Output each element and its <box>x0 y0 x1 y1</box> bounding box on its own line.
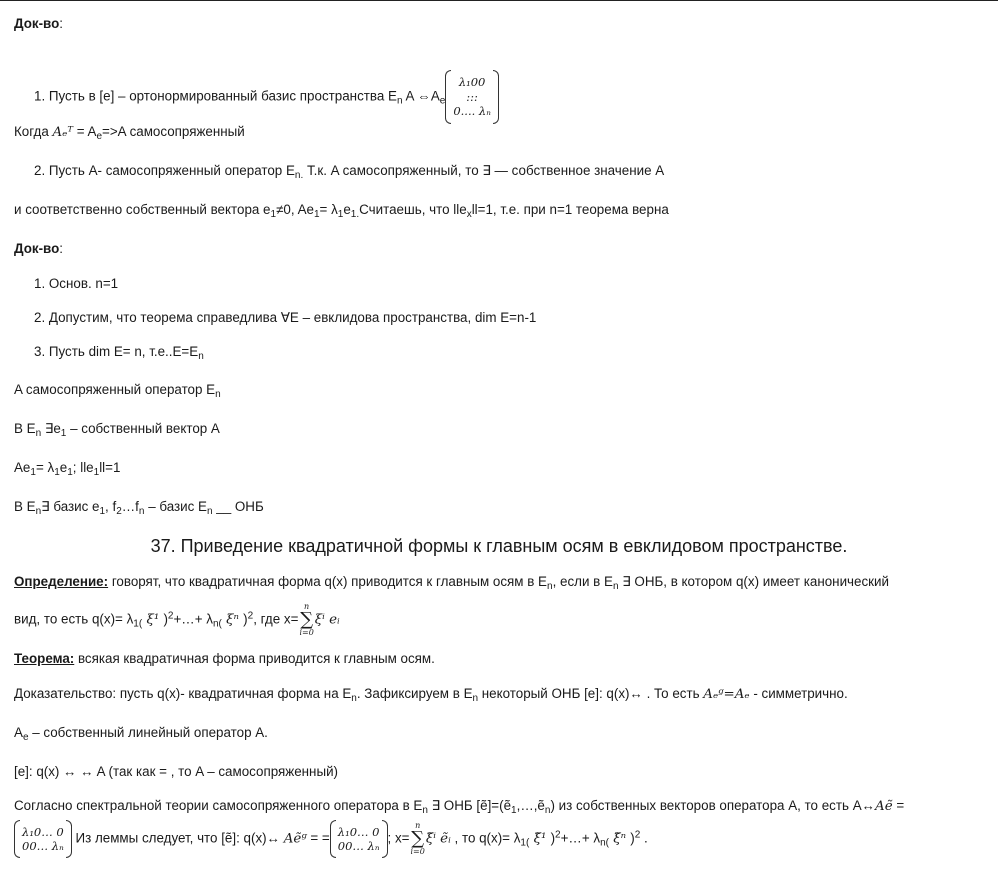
sub: 1 <box>30 467 36 478</box>
matrix-row: λ₁0… 0 <box>22 824 64 839</box>
text: = A <box>73 124 97 139</box>
proof1-when-line <box>14 124 245 140</box>
text: Считаешь, что llе <box>359 202 467 217</box>
math: Aₑᵍ=Aₑ <box>703 687 750 702</box>
sub: e <box>22 732 29 743</box>
matrix-2 <box>14 820 72 858</box>
sub: n <box>215 389 221 400</box>
text: __ ОНБ <box>212 499 264 514</box>
text: ,…,ẽ <box>516 798 545 813</box>
proof1-item1 <box>34 70 499 124</box>
text: e <box>59 460 68 475</box>
sub: 1 <box>99 506 106 517</box>
text: , где x= <box>253 611 299 627</box>
text: , то q(x)= λ <box>450 830 521 846</box>
sum-top: n <box>304 602 310 611</box>
text: ll=1 <box>99 460 121 475</box>
sub: x <box>466 209 472 220</box>
definition-line2: вид, то есть $q(x)= \lambda_{1(}$ ξ¹ )$^2$+…+ $\lambda_{n(}$ ξⁿ )$^2$, где x= n ∑ i=0 ξⁱ eᵢ <box>14 602 340 637</box>
sub: n <box>351 693 357 704</box>
text: ∃ ОНБ [ẽ]=(ẽ <box>427 798 512 813</box>
colon: : <box>59 241 64 256</box>
math: Aẽ <box>875 799 893 814</box>
text: = <box>892 798 905 813</box>
proof-line <box>14 686 848 702</box>
matrix-3 <box>330 820 388 858</box>
math: ξ̃ⁿ <box>608 831 631 847</box>
sub: n <box>35 506 42 517</box>
math: Aₑᵀ <box>52 125 73 140</box>
text: 1. Пусть в [e] – ортонормированный базис пространства E <box>34 88 397 104</box>
definition-label: Определение: <box>14 574 109 589</box>
text: ∃ ОНБ, в котором q(x) имеет канонический <box>618 574 889 589</box>
sub: 1 <box>67 467 73 478</box>
sup: 2 <box>555 829 561 841</box>
sub: 1 <box>93 467 100 478</box>
sub: 1 <box>54 467 60 478</box>
text: +…+ λ <box>173 611 213 627</box>
proof2-line3 <box>14 460 121 478</box>
matrix-1 <box>445 70 499 124</box>
sub: 1 <box>60 428 67 439</box>
proof2-heading-line <box>14 241 63 256</box>
text: вид, то есть q(x)= λ <box>14 611 134 627</box>
text: = = <box>306 830 330 846</box>
math: ξ̃¹ <box>529 831 551 847</box>
sum-bottom: i=0 <box>299 628 314 637</box>
text: – базис E <box>144 499 207 514</box>
sub: n <box>544 805 551 816</box>
sub: n <box>472 693 479 704</box>
lemma-line: λ₁0… 0 00… λₙ Из леммы следует, что [ẽ]: q(x)↔ Aẽᵍ = = λ₁0… 0 00… λₙ ; x= n ∑ i=0 ξ̃ⁱ ẽᵢ , то $q(x)= \lambda_{1(}$ ξ̃¹ )$^2$+…+ $\lambda_{n(}$ ξ̃ⁿ )$^2$ . <box>14 820 648 858</box>
sub: 1( <box>133 618 143 630</box>
sub: 1. <box>350 209 360 220</box>
matrix-row: λ₁0… 0 <box>337 824 380 839</box>
sub: n <box>396 95 403 107</box>
sum-bottom: i=0 <box>410 847 425 856</box>
sup: 2 <box>634 829 641 841</box>
sum-top: n <box>415 821 421 830</box>
e-line: [e]: q(x) ↔ ↔ A (так как = , то A – самосопряженный) <box>14 764 339 779</box>
proof1-heading: Док-во <box>14 16 60 31</box>
theorem-label: Теорема: <box>14 651 75 666</box>
sub: n <box>206 506 213 517</box>
math: ξⁿ <box>221 612 244 628</box>
text: – собственный вектор A <box>66 421 220 436</box>
top-border <box>0 0 998 1</box>
ae-line <box>14 725 268 743</box>
text: – собственный линейный оператор A. <box>28 725 268 740</box>
text: . <box>640 830 648 846</box>
sum-symbol: n ∑ i=0 <box>299 602 314 637</box>
proof2-heading: Док-во <box>14 241 60 256</box>
math: ξ̃ⁱ ẽᵢ <box>425 831 451 847</box>
proof2-item3 <box>34 344 204 362</box>
text: = λ <box>319 202 338 217</box>
text: =>A самосопряженный <box>102 124 245 139</box>
sub: n <box>612 581 619 592</box>
text: ) из собственных векторов оператора A, то есть A↔ <box>550 798 876 813</box>
sup: 2 <box>167 610 174 622</box>
text: A ⇔A <box>402 88 440 104</box>
text: = λ <box>35 460 55 475</box>
text: e <box>343 202 351 217</box>
sub: n <box>547 581 553 592</box>
sub: 1 <box>337 209 344 220</box>
text: В E <box>14 499 36 514</box>
section-title: 37. Приведение квадратичной формы к главным осям в евклидовом пространстве. <box>150 536 848 556</box>
text: 2. Пусть A- самосопряженный оператор E <box>34 163 295 178</box>
sub: n <box>138 506 145 517</box>
sup: 2 <box>247 610 254 622</box>
text: Доказательство: пусть q(x)- квадратичная форма на E <box>14 686 352 701</box>
sub: 1 <box>313 209 320 220</box>
text: и соответственно собственный вектора e <box>14 202 271 217</box>
text: некоторый ОНБ [e]: q(x)↔ . То есть <box>478 686 704 701</box>
sub: 1( <box>520 837 530 849</box>
sub: n. <box>294 170 304 181</box>
text: - симметрично. <box>749 686 848 701</box>
text: ; llе <box>72 460 94 475</box>
text: ; x= <box>387 830 410 846</box>
matrix-row: 0.... λₙ <box>453 104 491 119</box>
text: всякая квадратичная форма приводится к главным осям. <box>74 651 435 666</box>
text: Из леммы следует, что [ẽ]: q(x)↔ <box>71 830 284 846</box>
sub: n <box>35 428 42 439</box>
text: Т.к. A самосопряженный, то ∃ — собственное значение A <box>303 163 665 178</box>
sub: 1 <box>270 209 277 220</box>
proof2-item1: 1. Основ. n=1 <box>34 276 119 291</box>
text: Когда <box>14 124 53 139</box>
math: Aẽᵍ <box>283 831 307 847</box>
text: В E <box>14 421 36 436</box>
text: A <box>14 725 23 740</box>
text: Согласно спектральной теории самосопряженного оператора в E <box>14 798 423 813</box>
proof2-line2 <box>14 421 220 437</box>
text: , если в E <box>552 574 613 589</box>
text: Ae <box>14 460 31 475</box>
text: A самосопряженный оператор E <box>14 382 216 397</box>
matrix-row: 00… λₙ <box>337 839 380 853</box>
sub: e <box>439 95 446 107</box>
matrix-row: ::: <box>466 89 478 104</box>
sum-symbol: n ∑ i=0 <box>410 821 425 856</box>
sub: n <box>198 351 204 362</box>
text: говорят, что квадратичная форма q(x) приводится к главным осям в E <box>108 574 547 589</box>
sub: 1 <box>511 805 517 816</box>
colon: : <box>59 16 64 31</box>
sub: n( <box>212 618 222 630</box>
text: , f <box>105 499 117 514</box>
sub: 2 <box>116 506 122 517</box>
text: ∃e <box>41 421 61 436</box>
math: ξⁱ eᵢ <box>314 612 340 628</box>
proof2-line1 <box>14 382 221 400</box>
proof1-item2 <box>34 163 664 179</box>
proof2-line4 <box>14 499 264 515</box>
text: 3. Пусть dim E= n, т.е..E=E <box>34 344 199 359</box>
math: ξ¹ <box>142 612 164 628</box>
text: +…+ λ <box>560 830 601 846</box>
spectral-line <box>14 798 904 814</box>
matrix-row: 00… λₙ <box>22 839 64 853</box>
definition-line1 <box>14 574 889 590</box>
theorem-line <box>14 651 435 666</box>
text: ll=1, т.е. при n=1 теорема верна <box>471 202 669 217</box>
matrix-row: λ₁00 <box>458 75 486 90</box>
text: …f <box>121 499 139 514</box>
proof1-heading-line <box>14 16 63 31</box>
sub: n( <box>600 837 609 849</box>
text: . Зафиксируем в E <box>356 686 473 701</box>
sub: n <box>422 805 428 816</box>
proof2-item2: 2. Допустим, что теорема справедлива ∀E – евклидова пространства, dim E=n-1 <box>34 310 537 325</box>
proof1-paragraph <box>14 202 669 220</box>
text: ≠0, Ae <box>276 202 314 217</box>
sub: e <box>96 131 103 142</box>
text: ∃ базис e <box>41 499 100 514</box>
